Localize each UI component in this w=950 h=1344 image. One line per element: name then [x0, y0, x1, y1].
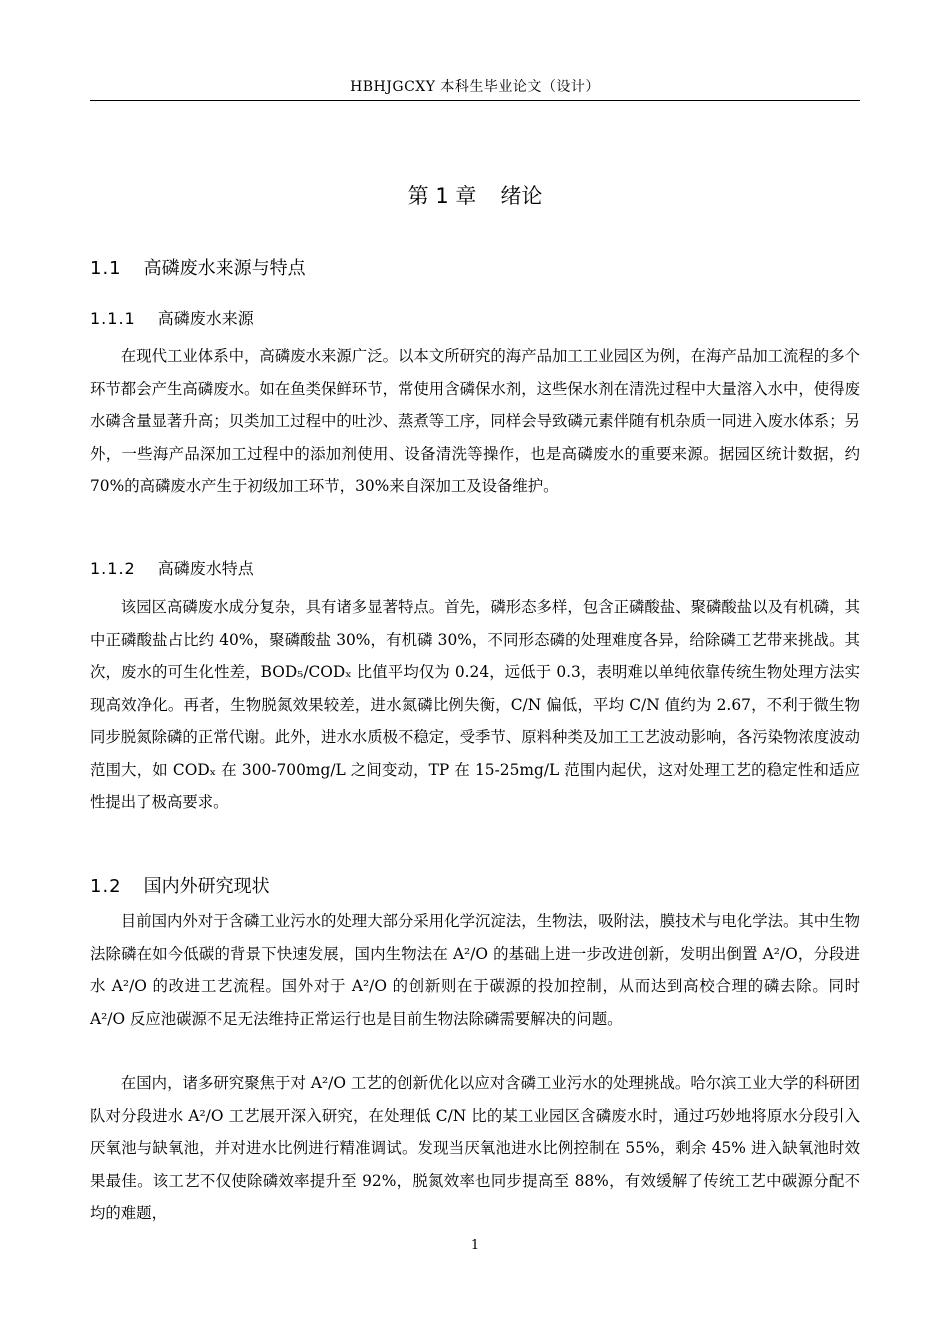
subsection-heading-1-1-1 [90, 306, 254, 329]
section-number: 1.1 [90, 258, 122, 279]
paragraph-waste-characteristics: 该园区高磷废水成分复杂，具有诸多显著特点。首先，磷形态多样，包含正磷酸盐、聚磷酸盐以及有机磷，其中正磷酸盐占比约 40%，聚磷酸盐 30%，有机磷 30%，不同形态磷的处理难度各异，给除磷工艺带来挑战。其次，废水的可生化性差，BOD₅/CODₓ 比值平均仅为 0.24，远低于 0.3，表明难以单纯依靠传统生物处理方法实现高效净化。再者，生物脱氮效果较差，进水氮磷比例失衡，C/N 偏低，平均 C/N 值约为 2.67，不利于微生物同步脱氮除磷的正常代谢。此外，进水水质极不稳定，受季节、原料种类及加工工艺波动影响，各污染物浓度波动范围大，如 CODₓ 在 300-700mg/L 之间变动，TP 在 15-25mg/L 范围内起伏，这对处理工艺的稳定性和适应性提出了极高要求。 [90, 598, 860, 811]
section-title: 国内外研究现状 [143, 876, 270, 897]
paragraph-waste-source: 在现代工业体系中，高磷废水来源广泛。以本文所研究的海产品加工工业园区为例，在海产品加工流程的多个环节都会产生高磷废水。如在鱼类保鲜环节，常使用含磷保水剂，这些保水剂在清洗过程中大量溶入水中，使得废水磷含量显著升高；贝类加工过程中的吐沙、蒸煮等工序，同样会导致磷元素伴随有机杂质一同进入废水体系；另外，一些海产品深加工过程中的添加剂使用、设备清洗等操作，也是高磷废水的重要来源。据园区统计数据，约70%的高磷废水产生于初级加工环节，30%来自深加工及设备维护。 [90, 347, 860, 495]
subsection-number: 1.1.1 [90, 309, 136, 328]
chapter-number: 第 1 章 [407, 184, 477, 208]
chapter-name: 绪论 [500, 184, 543, 208]
section-heading-1-1 [90, 254, 306, 280]
section-heading-1-2 [90, 872, 270, 898]
paragraph-research-status: 目前国内外对于含磷工业污水的处理大部分采用化学沉淀法，生物法，吸附法，膜技术与电化学法。其中生物法除磷在如今低碳的背景下快速发展，国内生物法在 A²/O 的基础上进一步改进创新，发明出倒置 A²/O，分段进水 A²/O 的改进工艺流程。国外对于 A²/O 的创新则在于碳源的投加控制，从而达到高校合理的磷去除。同时 A²/O 反应池碳源不足无法维持正常运行也是目前生物法除磷需要解决的问题。 [90, 912, 860, 1028]
header-rule [90, 100, 860, 101]
running-header: HBHJGCXY 本科生毕业论文（设计） [350, 79, 600, 95]
section-number: 1.2 [90, 876, 122, 897]
subsection-number: 1.1.2 [90, 559, 136, 578]
page-number: 1 [470, 1238, 480, 1253]
paragraph-domestic-research: 在国内，诸多研究聚焦于对 A²/O 工艺的创新优化以应对含磷工业污水的处理挑战。哈尔滨工业大学的科研团队对分段进水 A²/O 工艺展开深入研究，在处理低 C/N 比的某工业园区含磷废水时，通过巧妙地将原水分段引入厌氧池与缺氧池，并对进水比例进行精准调试。发现当厌氧池进水比例控制在 55%，剩余 45% 进入缺氧池时效果最佳。该工艺不仅使除磷效率提升至 92%，脱氮效率也同步提高至 88%，有效缓解了传统工艺中碳源分配不均的难题， [90, 1074, 860, 1222]
chapter-title [90, 180, 860, 210]
subsection-title: 高磷废水特点 [157, 559, 254, 578]
subsection-heading-1-1-2 [90, 556, 254, 579]
section-title: 高磷废水来源与特点 [143, 258, 306, 279]
subsection-title: 高磷废水来源 [157, 309, 254, 328]
